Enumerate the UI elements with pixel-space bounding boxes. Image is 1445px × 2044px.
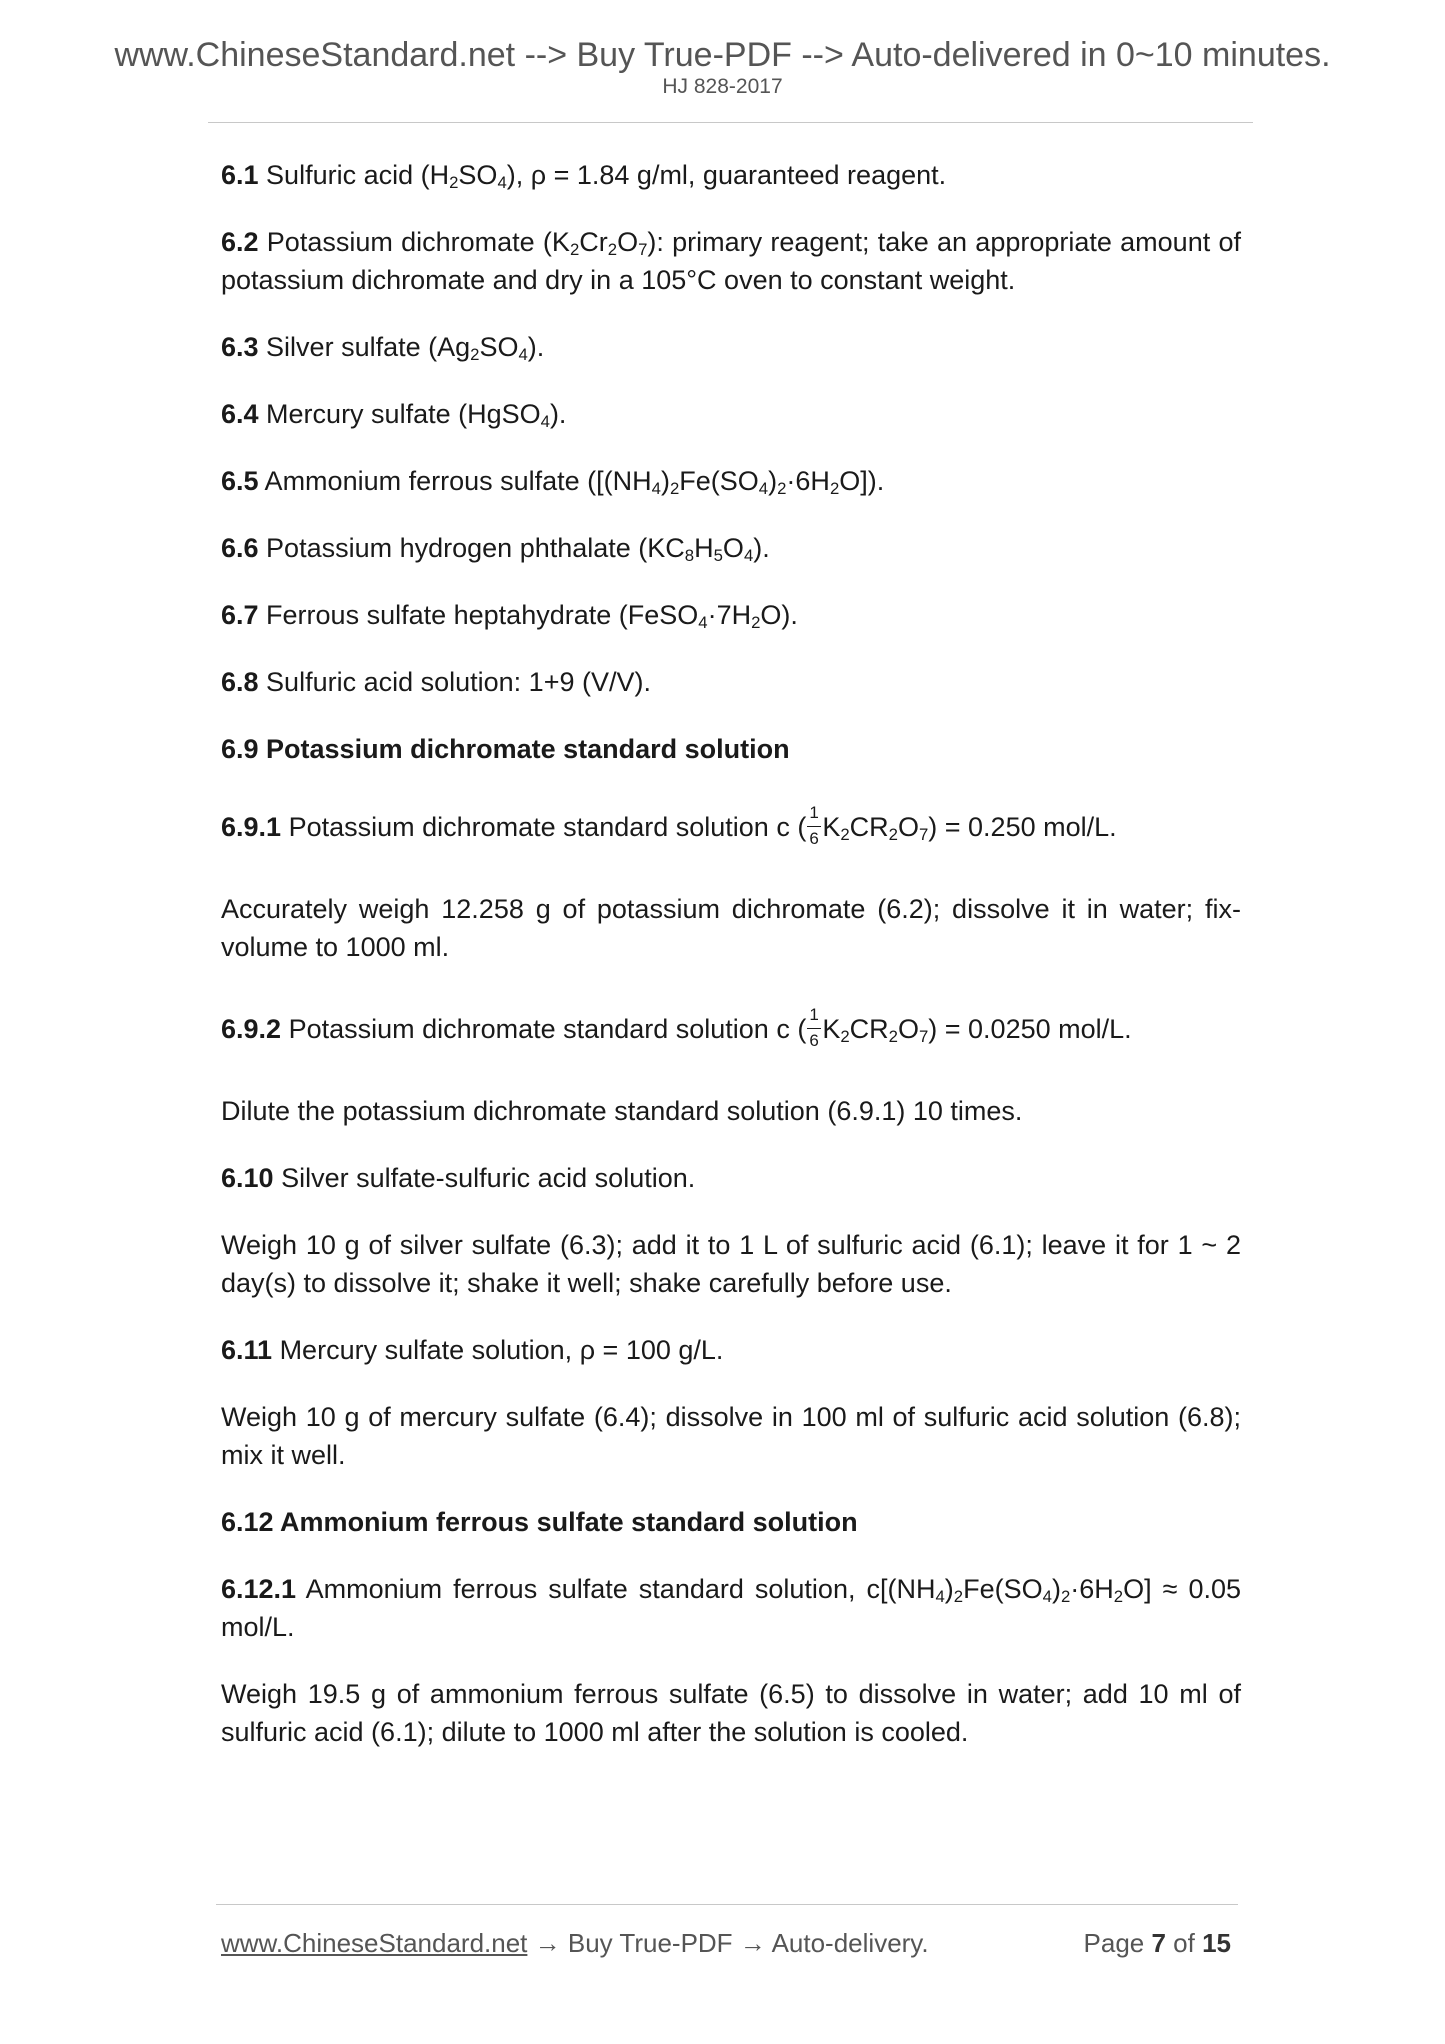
clause-6-11: 6.11 Mercury sulfate solution, ρ = 100 g/L.: [221, 1335, 724, 1365]
clause-6-6: 6.6 Potassium hydrogen phthalate $(KC_8H_5O_4)$.: [221, 533, 770, 566]
clause-6-2: 6.2 Potassium dichromate $(K_2Cr_2O_7)$: primary reagent; take an appropriate amount of potassium dichromate and dry in a 105°C oven to constant weight.: [221, 227, 1241, 295]
page-indicator: Page 7 of 15: [1083, 1928, 1231, 1958]
clause-6-12-1-body: Weigh 19.5 g of ammonium ferrous sulfate (6.5) to dissolve in water; add 10 ml of sulfuric acid (6.1); dilute to 1000 ml after the solution is cooled.: [221, 1679, 1241, 1747]
clause-6-11-body: Weigh 10 g of mercury sulfate (6.4); dissolve in 100 ml of sulfuric acid solution (6.8); mix it well.: [221, 1402, 1241, 1470]
clause-6-7: 6.7 Ferrous sulfate heptahydrate $(FeSO_4\cdot 7H_2O)$.: [221, 600, 798, 633]
section-heading-6-12: 6.12 Ammonium ferrous sulfate standard solution: [221, 1507, 858, 1537]
clause-6-12-1: 6.12.1 Ammonium ferrous sulfate standard solution, $c[(NH_4)_2Fe(SO_4)_2\cdot 6H_2O] \approx 0.05$ mol/L.: [221, 1574, 1241, 1642]
clause-6-10: 6.10 Silver sulfate-sulfuric acid solution.: [221, 1163, 696, 1193]
clause-6-9-1: 6.9.1 Potassium dichromate standard solution c ( $\frac{1}{6}$ $K_2CR_2O_7) = 0.250$ mol/L.: [221, 803, 1117, 848]
header-divider: [208, 122, 1253, 123]
document-body: [221, 156, 1241, 1751]
clause-6-5: 6.5 Ammonium ferrous sulfate $([(NH_4)_2Fe(SO_4)_2\cdot 6H_2O])$.: [221, 466, 885, 499]
fraction-one-sixth: $\frac{1}{6}$: [807, 1016, 821, 1044]
clause-6-8: 6.8 Sulfuric acid solution: 1+9 (V/V).: [221, 667, 651, 697]
clause-6-9-1-body: Accurately weigh 12.258 g of potassium dichromate (6.2); dissolve it in water; fix-volume to 1000 ml.: [221, 894, 1241, 962]
page-total: 15: [1202, 1928, 1231, 1958]
clause-6-3: 6.3 Silver sulfate $(Ag_2SO_4)$.: [221, 332, 545, 365]
footer-divider: [216, 1904, 1238, 1905]
page-footer: [221, 1926, 1231, 1960]
section-heading-6-9: 6.9 Potassium dichromate standard solution: [221, 734, 790, 764]
footer-site-link[interactable]: www.ChineseStandard.net: [221, 1928, 528, 1958]
top-banner: www.ChineseStandard.net --> Buy True-PDF --> Auto-delivered in 0~10 minutes.: [114, 36, 1331, 74]
fraction-one-sixth: $\frac{1}{6}$: [807, 814, 821, 842]
clause-6-9-2-body: Dilute the potassium dichromate standard solution (6.9.1) 10 times.: [221, 1096, 1023, 1126]
clause-6-1: 6.1 Sulfuric acid $(H_2SO_4)$, ρ = 1.84 g/ml, guaranteed reagent.: [221, 160, 947, 193]
clause-6-10-body: Weigh 10 g of silver sulfate (6.3); add it to 1 L of sulfuric acid (6.1); leave it for 1 ~ 2 day(s) to dissolve it; shake it well; shake carefully before use.: [221, 1230, 1241, 1298]
footer-tagline: → Buy True-PDF → Auto-delivery.: [527, 1928, 929, 1958]
document-code: HJ 828-2017: [662, 75, 783, 98]
page-number: 7: [1151, 1928, 1166, 1958]
clause-6-4: 6.4 Mercury sulfate (HgSO$_4$).: [221, 399, 567, 432]
clause-6-9-2: 6.9.2 Potassium dichromate standard solution c ( $\frac{1}{6}$ $K_2CR_2O_7) = 0.0250$ mol/L.: [221, 1005, 1132, 1050]
